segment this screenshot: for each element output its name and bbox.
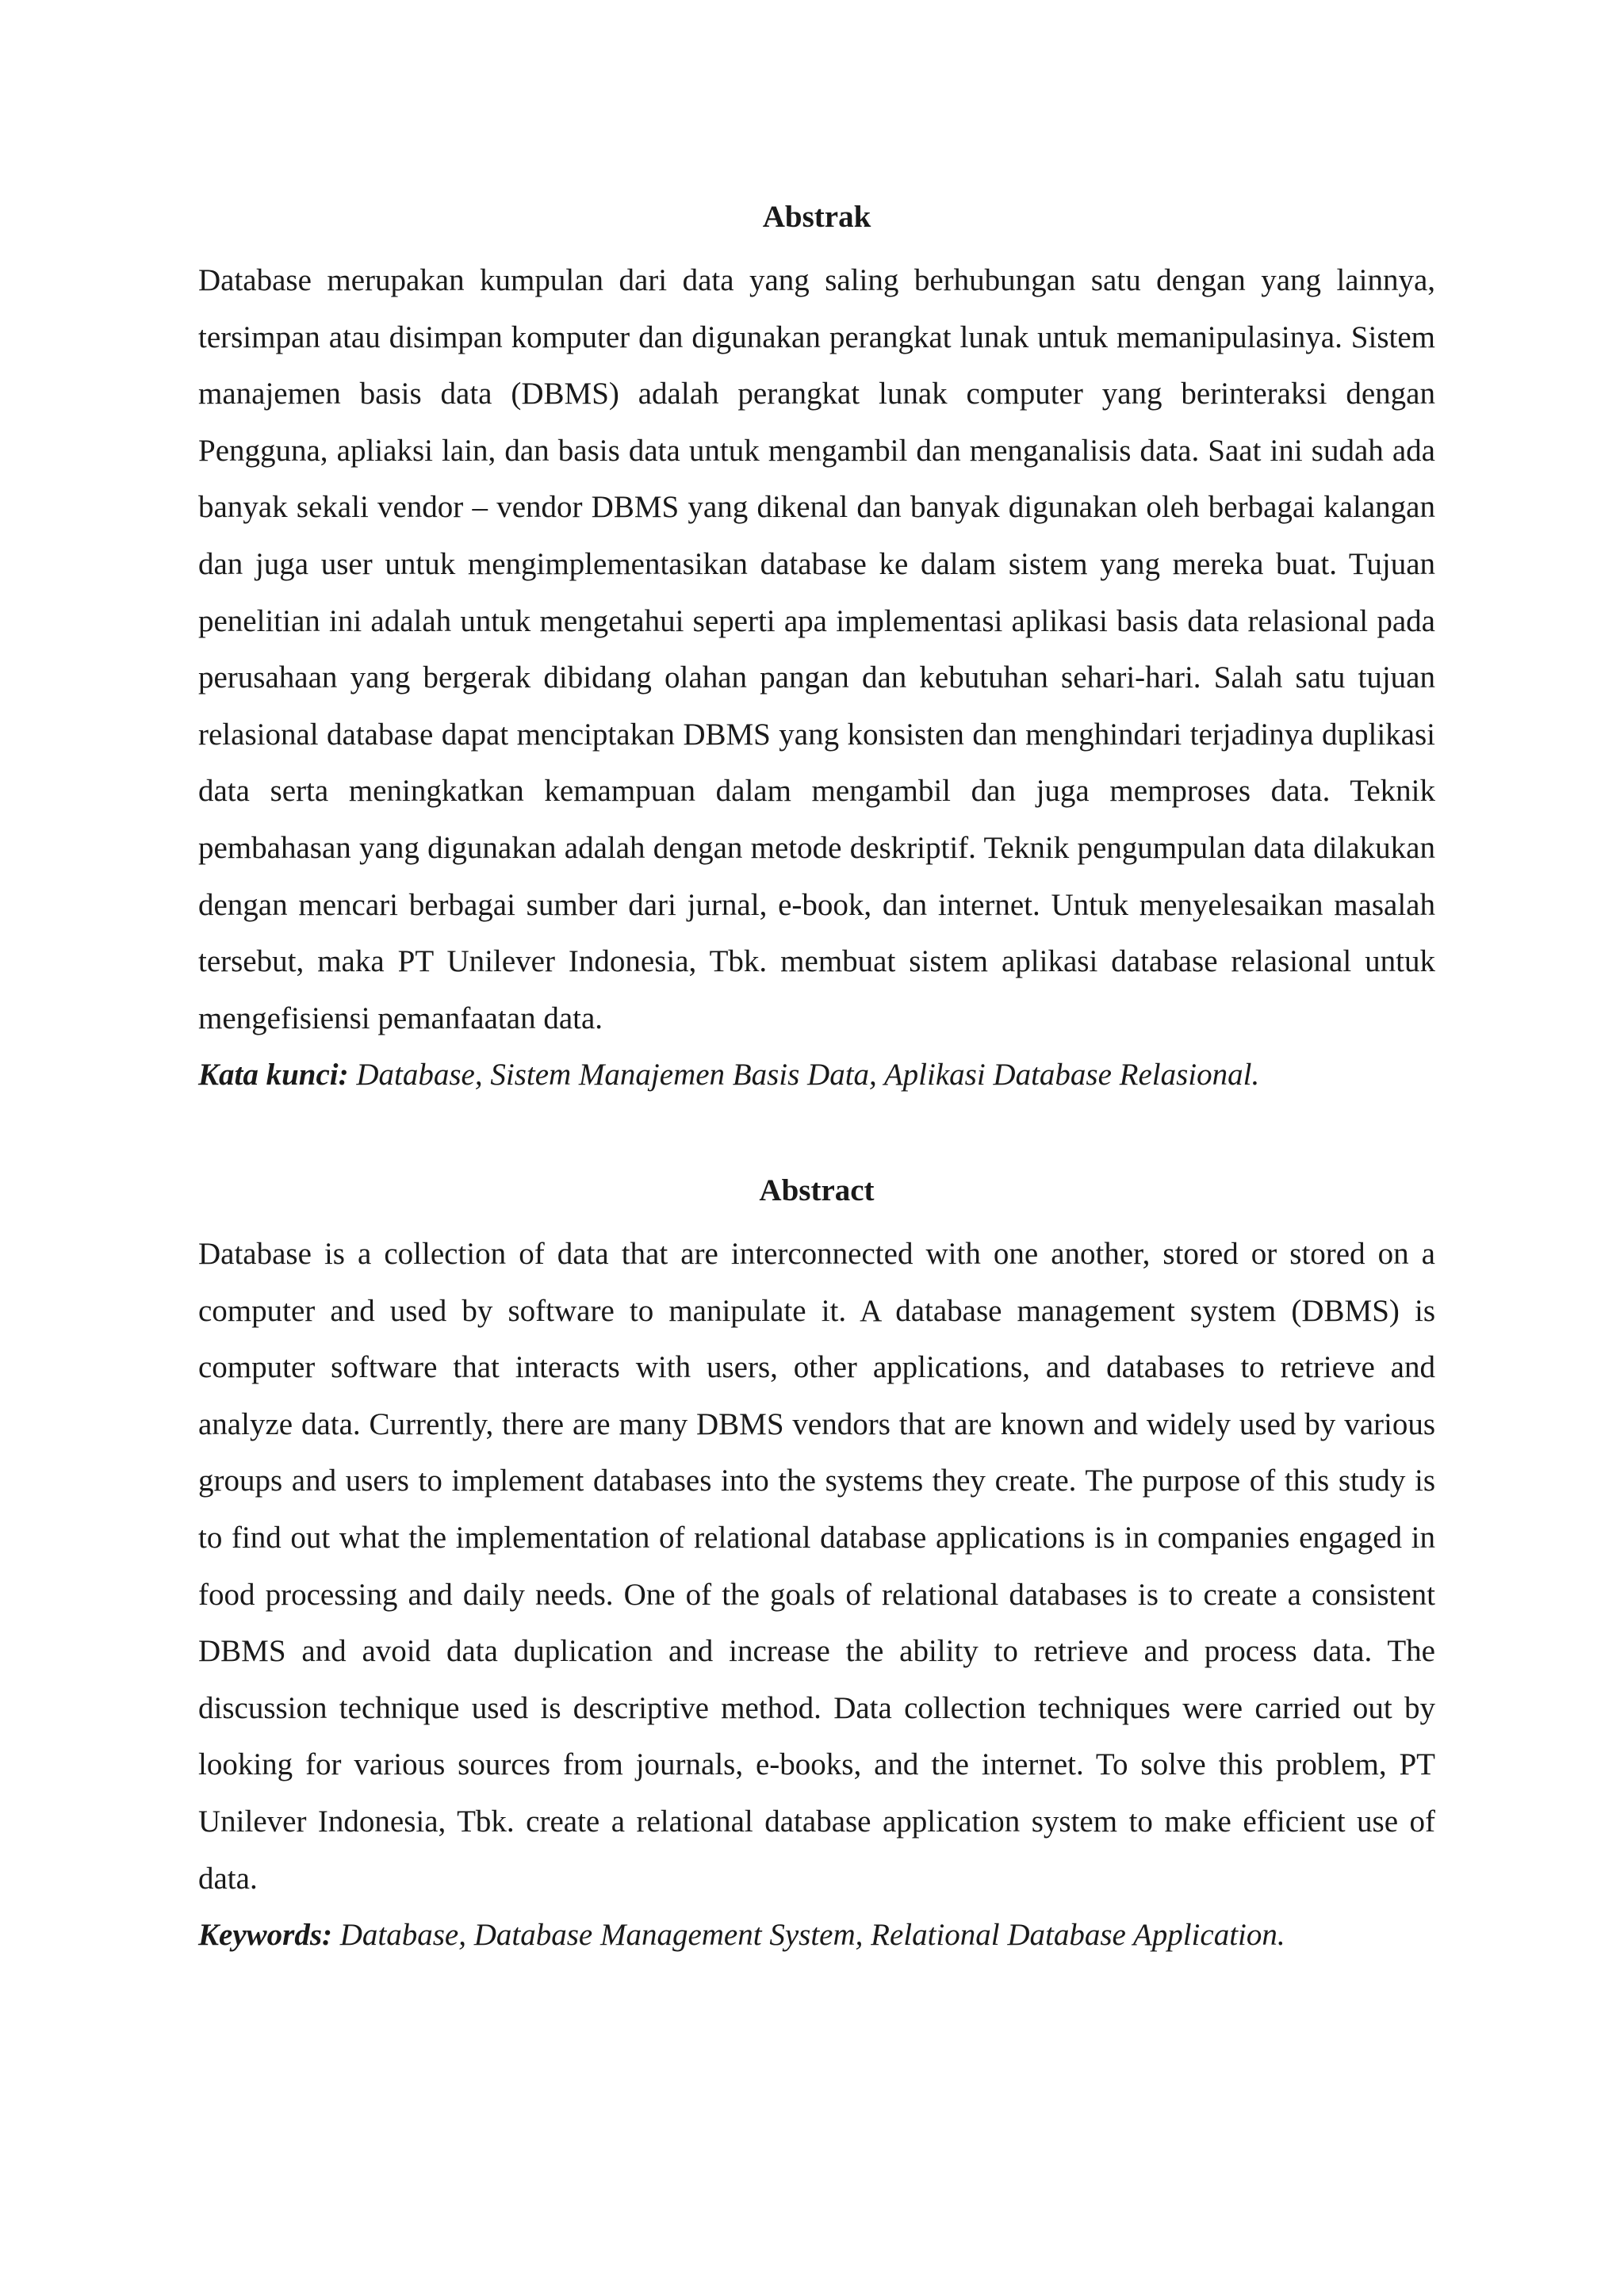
keywords-english [198, 1907, 1435, 1964]
abstract-indonesian-section [198, 193, 1435, 1104]
abstract-indonesian-body: Database merupakan kumpulan dari data yang saling berhubungan satu dengan yang lainnya, tersimpan atau disimpan komputer dan digunakan perangkat lunak untuk memanipulasinya. Sistem manajemen basis data (DBMS) adalah perangkat lunak computer yang berinteraksi dengan Pengguna, apliaksi lain, dan basis data untuk mengambil dan menganalisis data. Saat ini sudah ada banyak sekali vendor – vendor DBMS yang dikenal dan banyak digunakan oleh berbagai kalangan dan juga user untuk mengimplementasikan database ke dalam sistem yang mereka buat. Tujuan penelitian ini adalah untuk mengetahui seperti apa implementasi aplikasi basis data relasional pada perusahaan yang bergerak dibidang olahan pangan dan kebutuhan sehari-hari. Salah satu tujuan relasional database dapat menciptakan DBMS yang konsisten dan menghindari terjadinya duplikasi data serta meningkatkan kemampuan dalam mengambil dan juga memproses data. Teknik pembahasan yang digunakan adalah dengan metode deskriptif. Teknik pengumpulan data dilakukan dengan mencari berbagai sumber dari jurnal, e-book, dan internet. Untuk menyelesaikan masalah tersebut, maka PT Unilever Indonesia, Tbk. membuat sistem aplikasi database relasional untuk mengefisiensi pemanfaatan data. [198, 263, 1435, 1035]
abstract-english-section [198, 1167, 1435, 1964]
keywords-indonesian-list: Database, Sistem Manajemen Basis Data, Aplikasi Database Relasional. [348, 1058, 1260, 1093]
abstract-english-body: Database is a collection of data that are interconnected with one another, stored or stored on a computer and used by software to manipulate it. A database management system (DBMS) is computer software that interacts with users, other applications, and databases to retrieve and analyze data. Currently, there are many DBMS vendors that are known and widely used by various groups and users to implement databases into the systems they create. The purpose of this study is to find out what the implementation of relational database applications is in companies engaged in food processing and daily needs. One of the goals of relational databases is to create a consistent DBMS and avoid data duplication and increase the ability to retrieve and process data. The discussion technique used is descriptive method. Data collection techniques were carried out by looking for various sources from journals, e-books, and the internet. To solve this problem, PT Unilever Indonesia, Tbk. create a relational database application system to make efficient use of data. [198, 1237, 1435, 1896]
abstract-english-heading: Abstract [759, 1173, 875, 1207]
keywords-english-list: Database, Database Management System, Relational Database Application. [332, 1918, 1285, 1953]
abstract-indonesian-heading: Abstrak [762, 200, 871, 234]
keywords-english-label: Keywords: [198, 1918, 332, 1953]
keywords-indonesian-label: Kata kunci: [198, 1058, 349, 1093]
keywords-indonesian [198, 1047, 1435, 1104]
